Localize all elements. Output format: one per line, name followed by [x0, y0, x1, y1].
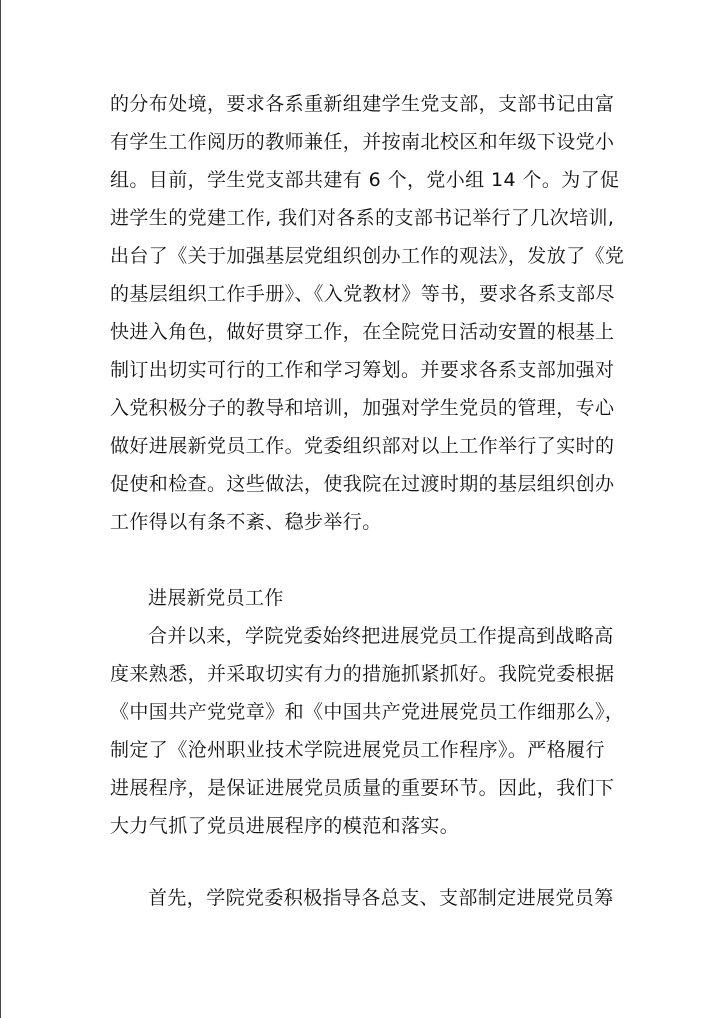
paragraph-line: 促使和检查。这些做法，使我院在过渡时期的基层组织创办 — [110, 473, 615, 495]
paragraph-line: 进展程序，是保证进展党员质量的重要环节。因此，我们下 — [110, 777, 615, 799]
paragraph-line: 《中国共产党党章》和《中国共产党进展党员工作细那么》， — [110, 701, 625, 723]
paragraph-line: 首先，学院党委积极指导各总支、支部制定进展党员筹 — [148, 887, 614, 909]
paragraph-line: 的分布处境，要求各系重新组建学生党支部，支部书记由富 — [110, 93, 615, 115]
paragraph-line: 的基层组织工作手册》、《入党教材》等书，要求各系支部尽 — [110, 283, 615, 305]
paragraph-line: 做好进展新党员工作。党委组织部对以上工作举行了实时的 — [110, 435, 615, 457]
paragraph-line: 合并以来，学院党委始终把进展党员工作提高到战略高 — [148, 625, 614, 647]
paragraph-line: 度来熟悉，并采取切实有力的措施抓紧抓好。我院党委根据 — [110, 663, 615, 685]
paragraph-line: 出台了《关于加强基层党组织创办工作的观法》，发放了《党 — [110, 245, 625, 267]
paragraph-line: 制订出切实可行的工作和学习筹划。并要求各系支部加强对 — [110, 359, 615, 381]
paragraph-line: 制定了《沧州职业技术学院进展党员工作程序》。严格履行 — [110, 739, 605, 761]
paragraph-line: 入党积极分子的教导和培训，加强对学生党员的管理，专心 — [110, 397, 615, 419]
paragraph-line: 大力气抓了党员进展程序的模范和落实。 — [110, 815, 460, 837]
paragraph-line: 工作得以有条不紊、稳步举行。 — [110, 511, 382, 533]
paragraph-line: 有学生工作阅历的教师兼任，并按南北校区和年级下设党小 — [110, 131, 615, 153]
paragraph-line: 快进入角色，做好贯穿工作，在全院党日活动安置的根基上 — [110, 321, 615, 343]
section-heading: 进展新党员工作 — [148, 587, 284, 609]
paragraph-line: 组。目前，学生党支部共建有 6 个，党小组 14 个。为了促 — [110, 169, 620, 191]
paragraph-line: 进学生的党建工作, 我们对各系的支部书记举行了几次培训, — [110, 207, 615, 229]
